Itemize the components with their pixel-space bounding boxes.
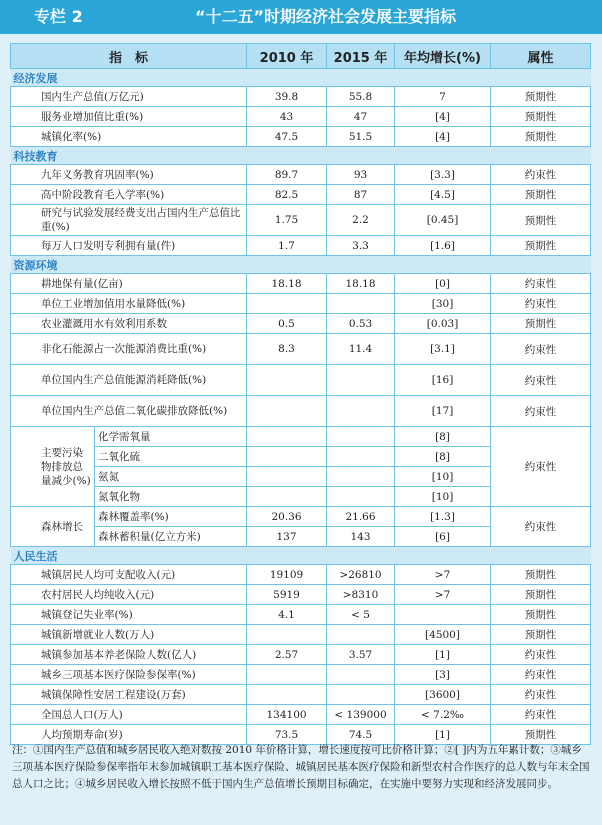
growth-value [395, 605, 491, 625]
indicator-name: 研究与试验发展经费支出占国内生产总值比重(%) [11, 205, 247, 236]
table-row [11, 165, 591, 185]
table-row [11, 365, 591, 396]
section-title: 经济发展 [11, 69, 591, 87]
section-title: 科技教育 [11, 147, 591, 165]
header-attribute: 属性 [491, 44, 591, 69]
growth-value: [3.3] [395, 165, 491, 185]
table-row [11, 705, 591, 725]
value-2015: 3.3 [327, 236, 395, 256]
header-growth: 年均增长(%) [395, 44, 491, 69]
indicator-name: 城镇登记失业率(%) [11, 605, 247, 625]
growth-value: [8] [395, 447, 491, 467]
value-2015: 55.8 [327, 87, 395, 107]
indicator-name: 人均预期寿命(岁) [11, 725, 247, 745]
growth-value: [0.03] [395, 314, 491, 334]
section-header [11, 256, 591, 274]
table-row [11, 236, 591, 256]
value-2015 [327, 427, 395, 447]
growth-value: [0] [395, 274, 491, 294]
attribute-value: 预期性 [491, 236, 591, 256]
indicator-name: 城镇保障性安居工程建设(万套) [11, 685, 247, 705]
indicator-name: 城乡三项基本医疗保险参保率(%) [11, 665, 247, 685]
value-2010: 47.5 [247, 127, 327, 147]
value-2010: 43 [247, 107, 327, 127]
attribute-value: 预期性 [491, 585, 591, 605]
value-2010: 137 [247, 527, 327, 547]
table-row [11, 585, 591, 605]
growth-value: [4.5] [395, 185, 491, 205]
value-2010 [247, 625, 327, 645]
attribute-value: 约束性 [491, 645, 591, 665]
growth-value: [4500] [395, 625, 491, 645]
value-2015 [327, 294, 395, 314]
footnote: 注：①国内生产总值和城乡居民收入绝对数按 2010 年价格计算，增长速度按可比价格计算；②[ ]内为五年累计数；③城乡三项基本医疗保险参保率指年末参加城镇职工基本医疗保险、城镇居民基本医疗保险和新型农村合作医疗的总人数与年末全国总人口之比；④城乡居民收入增长按照不低于国内生产总值增长预期目标确定，在实施中要努力实现和经济发展同步。 [12, 744, 590, 790]
indicator-name: 高中阶段教育毛入学率(%) [11, 185, 247, 205]
value-2010 [247, 487, 327, 507]
growth-value: < 7.2‰ [395, 705, 491, 725]
header-2015: 2015 年 [327, 44, 395, 69]
indicator-table [10, 43, 591, 745]
attribute-value: 约束性 [491, 274, 591, 294]
pollutant-name: 氨氮 [95, 467, 247, 487]
value-2015: 74.5 [327, 725, 395, 745]
value-2010: 89.7 [247, 165, 327, 185]
section-header [11, 69, 591, 87]
value-2010: 82.5 [247, 185, 327, 205]
table-row [11, 107, 591, 127]
indicator-name: 单位工业增加值用水量降低(%) [11, 294, 247, 314]
forest-indicator-name: 森林蓄积量(亿立方米) [95, 527, 247, 547]
value-2015 [327, 467, 395, 487]
indicator-name: 九年义务教育巩固率(%) [11, 165, 247, 185]
growth-value: [30] [395, 294, 491, 314]
value-2010: 39.8 [247, 87, 327, 107]
attribute-value: 预期性 [491, 127, 591, 147]
growth-value: [1] [395, 725, 491, 745]
value-2015: < 139000 [327, 705, 395, 725]
value-2010: 8.3 [247, 334, 327, 365]
growth-value: >7 [395, 565, 491, 585]
table-row [11, 565, 591, 585]
growth-value: [16] [395, 365, 491, 396]
growth-value: [4] [395, 107, 491, 127]
section-title: 人民生活 [11, 547, 591, 565]
value-2010: 1.7 [247, 236, 327, 256]
growth-value: [1] [395, 645, 491, 665]
attribute-value: 预期性 [491, 87, 591, 107]
value-2010 [247, 447, 327, 467]
value-2010 [247, 467, 327, 487]
indicator-name: 农业灌溉用水有效利用系数 [11, 314, 247, 334]
indicator-name: 国内生产总值(万亿元) [11, 87, 247, 107]
indicator-name: 农村居民人均纯收入(元) [11, 585, 247, 605]
value-2010: 18.18 [247, 274, 327, 294]
table-row [11, 294, 591, 314]
title-bar [0, 0, 602, 34]
forest-indicator-name: 森林覆盖率(%) [95, 507, 247, 527]
indicator-name: 单位国内生产总值二氧化碳排放降低(%) [11, 396, 247, 427]
indicator-name: 城镇化率(%) [11, 127, 247, 147]
value-2010: 4.1 [247, 605, 327, 625]
pollutant-name: 二氧化硫 [95, 447, 247, 467]
attribute-value: 约束性 [491, 294, 591, 314]
value-2015: 87 [327, 185, 395, 205]
growth-value: [4] [395, 127, 491, 147]
value-2015 [327, 625, 395, 645]
attribute-value: 约束性 [491, 685, 591, 705]
table-row [11, 665, 591, 685]
attribute-value: 约束性 [491, 165, 591, 185]
indicator-name: 全国总人口(万人) [11, 705, 247, 725]
growth-value: [6] [395, 527, 491, 547]
growth-value: [17] [395, 396, 491, 427]
growth-value: [10] [395, 467, 491, 487]
attribute-value: 约束性 [491, 334, 591, 365]
header-indicator: 指 标 [11, 44, 247, 69]
value-2010 [247, 365, 327, 396]
growth-value: >7 [395, 585, 491, 605]
indicator-name: 耕地保有量(亿亩) [11, 274, 247, 294]
value-2015 [327, 487, 395, 507]
pollutant-name: 化学需氧量 [95, 427, 247, 447]
value-2015: 2.2 [327, 205, 395, 236]
pollutant-name: 氮氧化物 [95, 487, 247, 507]
table-row [11, 127, 591, 147]
header-row [11, 44, 591, 69]
value-2015 [327, 665, 395, 685]
value-2015: 143 [327, 527, 395, 547]
value-2015 [327, 447, 395, 467]
column-label: 专栏 2 [34, 7, 83, 26]
attribute-value: 约束性 [491, 507, 591, 547]
header-2010: 2010 年 [247, 44, 327, 69]
indicator-name: 单位国内生产总值能源消耗降低(%) [11, 365, 247, 396]
growth-value: [10] [395, 487, 491, 507]
indicator-name: 每万人口发明专利拥有量(件) [11, 236, 247, 256]
growth-value: [3] [395, 665, 491, 685]
value-2015: 51.5 [327, 127, 395, 147]
value-2015 [327, 365, 395, 396]
value-2015: 93 [327, 165, 395, 185]
value-2015: 21.66 [327, 507, 395, 527]
value-2010: 2.57 [247, 645, 327, 665]
attribute-value: 预期性 [491, 314, 591, 334]
attribute-value: 约束性 [491, 365, 591, 396]
section-header [11, 547, 591, 565]
table-row [11, 274, 591, 294]
attribute-value: 预期性 [491, 625, 591, 645]
table-row [11, 334, 591, 365]
attribute-value: 约束性 [491, 705, 591, 725]
indicator-name: 城镇居民人均可支配收入(元) [11, 565, 247, 585]
indicator-name: 城镇参加基本养老保险人数(亿人) [11, 645, 247, 665]
table-row [11, 645, 591, 665]
value-2010: 19109 [247, 565, 327, 585]
table-body [11, 69, 591, 745]
value-2015 [327, 685, 395, 705]
growth-value: [0.45] [395, 205, 491, 236]
table-row [11, 396, 591, 427]
attribute-value: 预期性 [491, 185, 591, 205]
indicator-name: 服务业增加值比重(%) [11, 107, 247, 127]
growth-value: 7 [395, 87, 491, 107]
attribute-value: 约束性 [491, 396, 591, 427]
table-row [11, 185, 591, 205]
value-2010 [247, 665, 327, 685]
attribute-value: 约束性 [491, 427, 591, 507]
value-2010 [247, 294, 327, 314]
value-2010 [247, 396, 327, 427]
growth-value: [3.1] [395, 334, 491, 365]
page-title: “十二五”时期经济社会发展主要指标 [195, 7, 457, 26]
growth-value: [1.3] [395, 507, 491, 527]
value-2010: 1.75 [247, 205, 327, 236]
indicator-name: 城镇新增就业人数(万人) [11, 625, 247, 645]
table-row [11, 87, 591, 107]
table-row [11, 205, 591, 236]
value-2015: 0.53 [327, 314, 395, 334]
value-2015: < 5 [327, 605, 395, 625]
section-title: 资源环境 [11, 256, 591, 274]
attribute-value: 预期性 [491, 107, 591, 127]
attribute-value: 预期性 [491, 205, 591, 236]
value-2010 [247, 685, 327, 705]
attribute-value: 约束性 [491, 665, 591, 685]
attribute-value: 预期性 [491, 565, 591, 585]
value-2015: >8310 [327, 585, 395, 605]
value-2015: 3.57 [327, 645, 395, 665]
value-2015: 11.4 [327, 334, 395, 365]
table-row [11, 605, 591, 625]
growth-value: [8] [395, 427, 491, 447]
value-2010: 0.5 [247, 314, 327, 334]
value-2015: 18.18 [327, 274, 395, 294]
table-row [11, 625, 591, 645]
table-row [11, 314, 591, 334]
value-2010: 73.5 [247, 725, 327, 745]
attribute-value: 预期性 [491, 725, 591, 745]
value-2010 [247, 427, 327, 447]
table-row [11, 685, 591, 705]
value-2010: 20.36 [247, 507, 327, 527]
attribute-value: 预期性 [491, 605, 591, 625]
table-row [11, 427, 591, 447]
value-2015: >26810 [327, 565, 395, 585]
pollutant-group-label: 主要污染物排放总量减少(%) [11, 427, 95, 507]
growth-value: [1.6] [395, 236, 491, 256]
value-2010: 134100 [247, 705, 327, 725]
section-header [11, 147, 591, 165]
table-row [11, 507, 591, 527]
value-2015 [327, 396, 395, 427]
growth-value: [3600] [395, 685, 491, 705]
forest-group-label: 森林增长 [11, 507, 95, 547]
value-2010: 5919 [247, 585, 327, 605]
value-2015: 47 [327, 107, 395, 127]
indicator-name: 非化石能源占一次能源消费比重(%) [11, 334, 247, 365]
